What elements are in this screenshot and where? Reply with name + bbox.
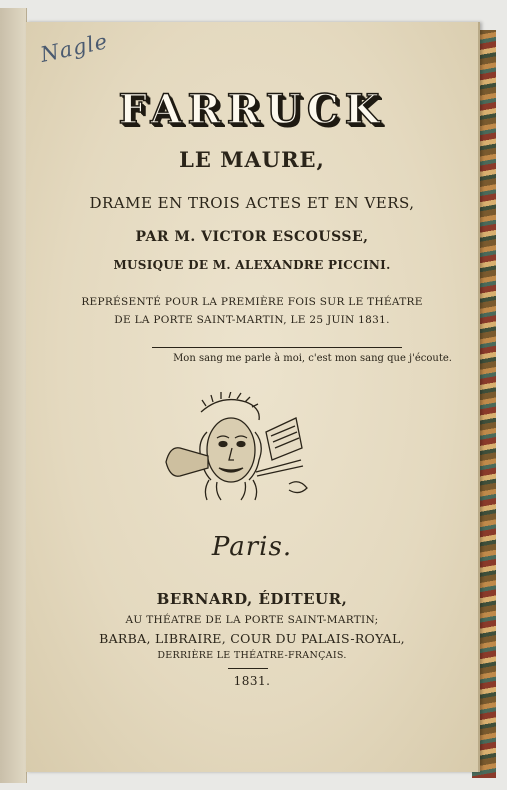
music-credit: MUSIQUE DE M. ALEXANDRE PICCINI.	[113, 258, 391, 272]
publisher-line-1: BERNARD, ÉDITEUR,	[156, 590, 348, 608]
author-line: PAR M. VICTOR ESCOUSSE,	[135, 229, 369, 245]
back-cover-edge	[0, 8, 27, 783]
publication-city: Paris.	[211, 532, 293, 562]
handwritten-note: Nagle	[38, 29, 111, 67]
book-title: FARRUCK	[118, 86, 386, 133]
genre-line: DRAME EN TROIS ACTES ET EN VERS,	[89, 194, 415, 212]
performance-line-2: DE LA PORTE SAINT-MARTIN, LE 25 JUIN 1831.	[114, 314, 390, 326]
publisher-line-3: BARBA, LIBRAIRE, COUR DU PALAIS-ROYAL,	[99, 631, 405, 646]
publication-year: 1831.	[233, 674, 271, 688]
publisher-line-2: AU THÉATRE DE LA PORTE SAINT-MARTIN;	[125, 614, 379, 626]
theatre-mask-laurel-icon	[161, 392, 311, 512]
publisher-line-4: DERRIÈRE LE THÉATRE-FRANÇAIS.	[157, 650, 347, 661]
year-rule	[228, 668, 268, 669]
performance-line-1: REPRÉSENTÉ POUR LA PREMIÈRE FOIS SUR LE THÉATRE	[81, 296, 423, 308]
epigraph-rule	[152, 347, 402, 348]
title-page	[26, 22, 480, 772]
epigraph: Mon sang me parle à moi, c'est mon sang que j'écoute.	[173, 353, 452, 364]
book-subtitle: LE MAURE,	[179, 147, 325, 172]
